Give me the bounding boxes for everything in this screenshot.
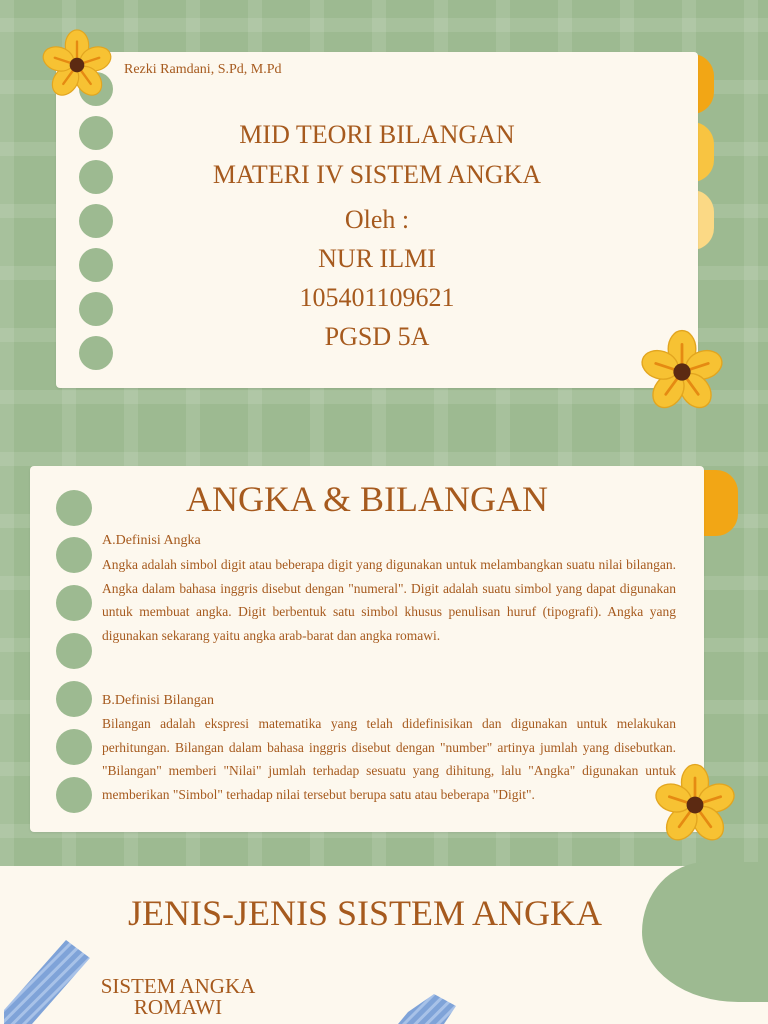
cover-title-line1: MID TEORI BILANGAN [239,120,515,149]
cover-title-line2: MATERI IV SISTEM ANGKA [212,160,542,189]
types-title: JENIS-JENIS SISTEM ANGKA [127,893,603,933]
binder-hole [56,585,92,621]
flower-icon [38,26,116,104]
flower-icon [650,760,740,850]
binder-hole [56,681,92,717]
student-id: 105401109621 [299,283,455,312]
binder-hole [56,633,92,669]
author-name: Rezki Ramdani, S.Pd, M.Pd [124,62,282,77]
student-class: PGSD 5A [324,322,430,351]
section-a-text: Angka adalah simbol digit atau beberapa digit yang digunakan untuk melambangkan suatu nilai bilangan. Angka dalam bahasa inggris disebut dengan "numeral". Digit adalah suatu simbol yang dapat digunakan untuk membuat angka. Digit berbentuk satu simbol khusus penulisan huruf (tipografi). Angka yang digunakan sekarang yaitu angka arab-barat dan angka romawi. [102,557,676,643]
by-label: Oleh : [344,205,410,234]
cover-card [56,52,698,388]
types-subtitle: SISTEM ANGKA ROMAWI [100,974,256,1019]
binder-hole [56,777,92,813]
flower-icon [636,326,728,418]
section-b-heading: B.Definisi Bilangan [102,693,214,708]
section-b-text: Bilangan adalah ekspresi matematika yang telah didefinisikan dan digunakan untuk melakukan perhitungan. Bilangan dalam bahasa inggris disebut dengan "number" artinya jumlah yang disebutkan. "Bilangan" memberi "Nilai" jumlah terhadap sesuatu yang dihitung, lalu "Angka" digunakan untuk memberikan "Simbol" terhadap nilai tersebut berupa satu atau beberapa "Digit". [102,716,676,802]
definitions-title: ANGKA & BILANGAN [186,479,548,519]
student-name: NUR ILMI [318,244,436,273]
tape-icon [398,994,462,1024]
definitions-card [30,466,704,832]
binder-hole [56,537,92,573]
section-a-heading: A.Definisi Angka [102,533,201,548]
binder-hole [56,729,92,765]
